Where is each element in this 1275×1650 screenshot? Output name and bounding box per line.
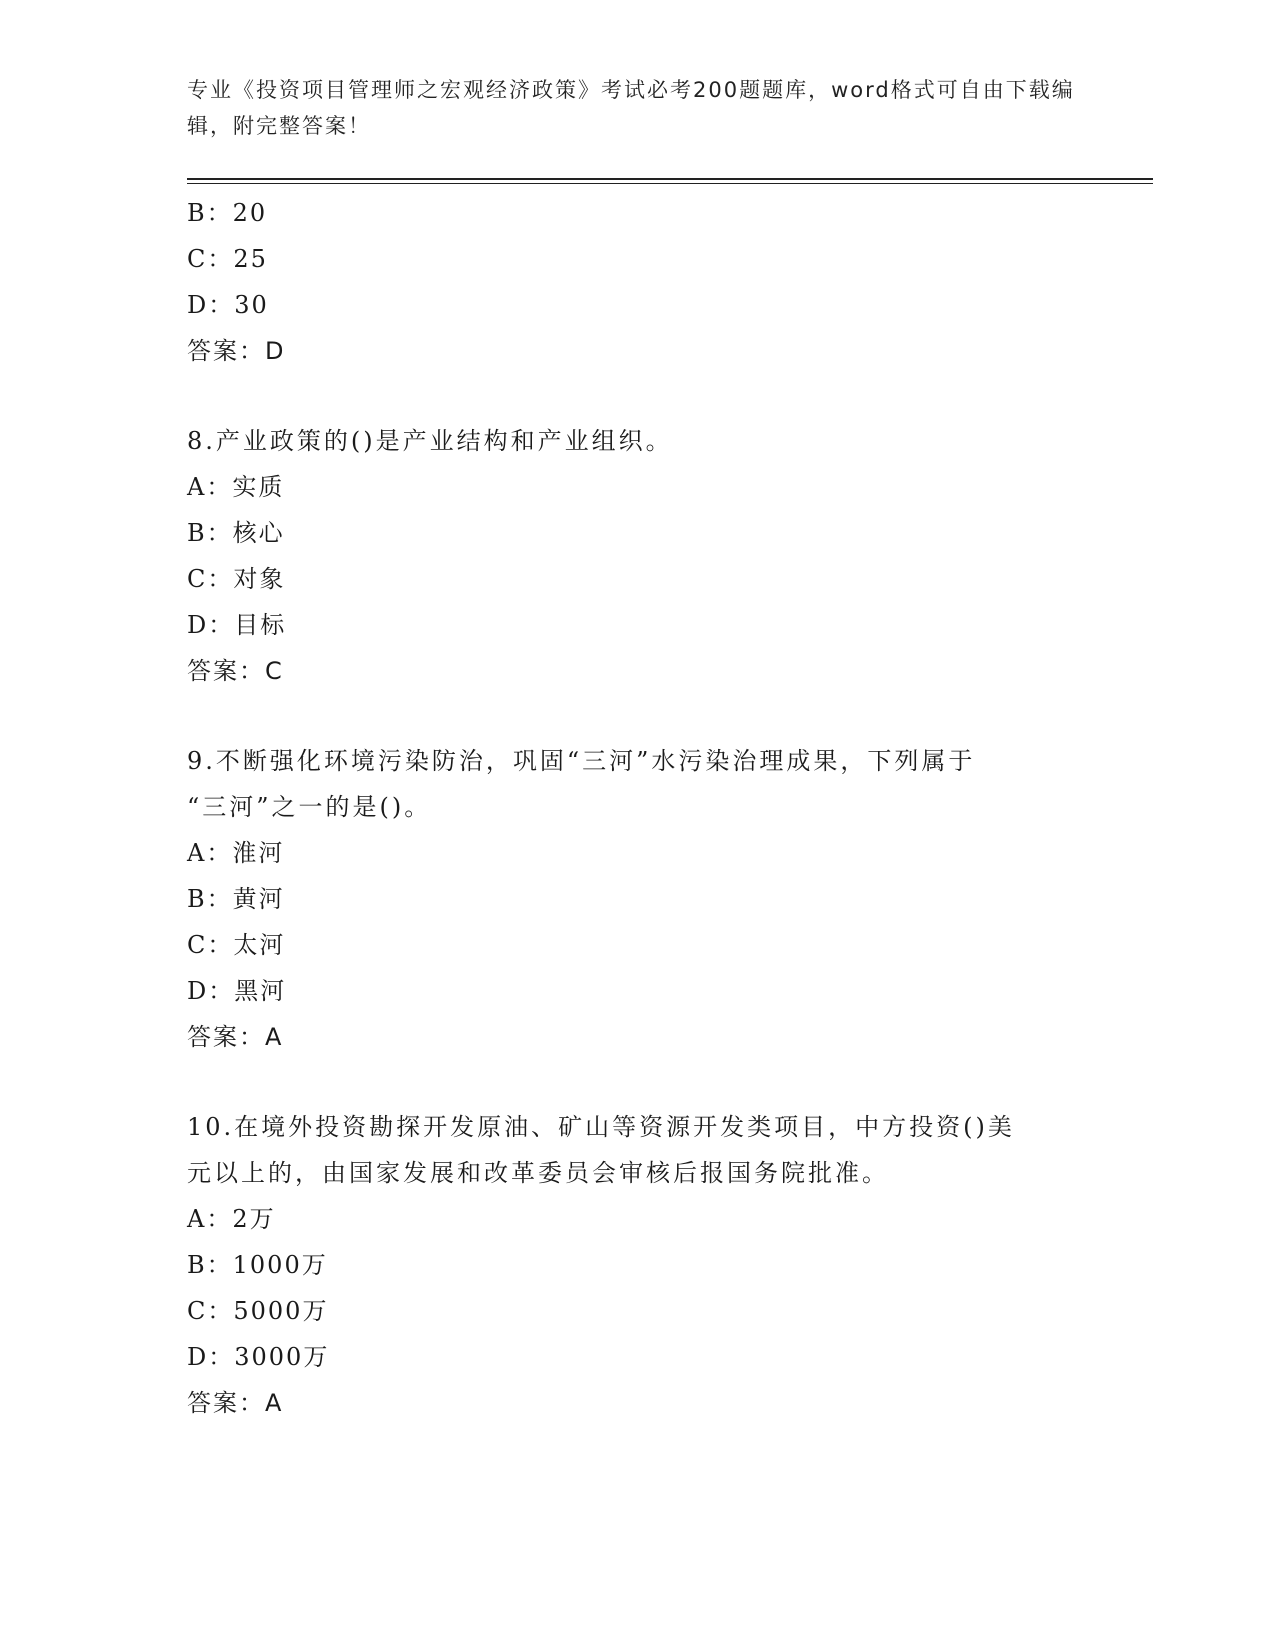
page-header [187, 72, 1087, 144]
question-block-9 [187, 738, 1087, 1060]
option-d: D：目标 [187, 611, 287, 639]
option-b: B：1000万 [187, 1251, 328, 1279]
option-c: C：太河 [187, 931, 286, 959]
answer-label: 答案：A [187, 1023, 284, 1051]
option-c: C：对象 [187, 565, 286, 593]
option-a: A：淮河 [187, 839, 285, 867]
header-divider-thick [187, 178, 1153, 180]
option-b: B：核心 [187, 519, 285, 547]
question-block-7 [187, 190, 1087, 374]
option-a: A：2万 [187, 1205, 276, 1233]
option-b: B：黄河 [187, 885, 285, 913]
question-block-10 [187, 1104, 1087, 1426]
header-title: 专业《投资项目管理师之宏观经济政策》考试必考200题题库，word格式可自由下载编辑，附完整答案！ [187, 78, 1075, 138]
answer-label: 答案：C [187, 657, 284, 685]
question-block-8 [187, 418, 1087, 694]
document-body [187, 190, 1087, 1426]
answer-label: 答案：D [187, 337, 286, 365]
question-text-line-2: 元以上的，由国家发展和改革委员会审核后报国务院批准。 [187, 1159, 889, 1187]
option-d: D：黑河 [187, 977, 287, 1005]
option-d: D：3000万 [187, 1343, 330, 1371]
question-text-line-2: “三河”之一的是()。 [187, 793, 432, 821]
answer-label: 答案：A [187, 1389, 284, 1417]
option-a: A：实质 [187, 473, 285, 501]
option-c: C：5000万 [187, 1297, 329, 1325]
option-b: B：20 [187, 199, 268, 227]
header-divider-thin [187, 183, 1153, 184]
option-d: D：30 [187, 291, 269, 319]
option-c: C：25 [187, 245, 268, 273]
question-text-line-1: 9.不断强化环境污染防治，巩固“三河”水污染治理成果，下列属于 [187, 747, 976, 775]
question-text-line-1: 10.在境外投资勘探开发原油、矿山等资源开发类项目，中方投资()美 [187, 1113, 1015, 1141]
question-text: 8.产业政策的()是产业结构和产业组织。 [187, 427, 673, 455]
